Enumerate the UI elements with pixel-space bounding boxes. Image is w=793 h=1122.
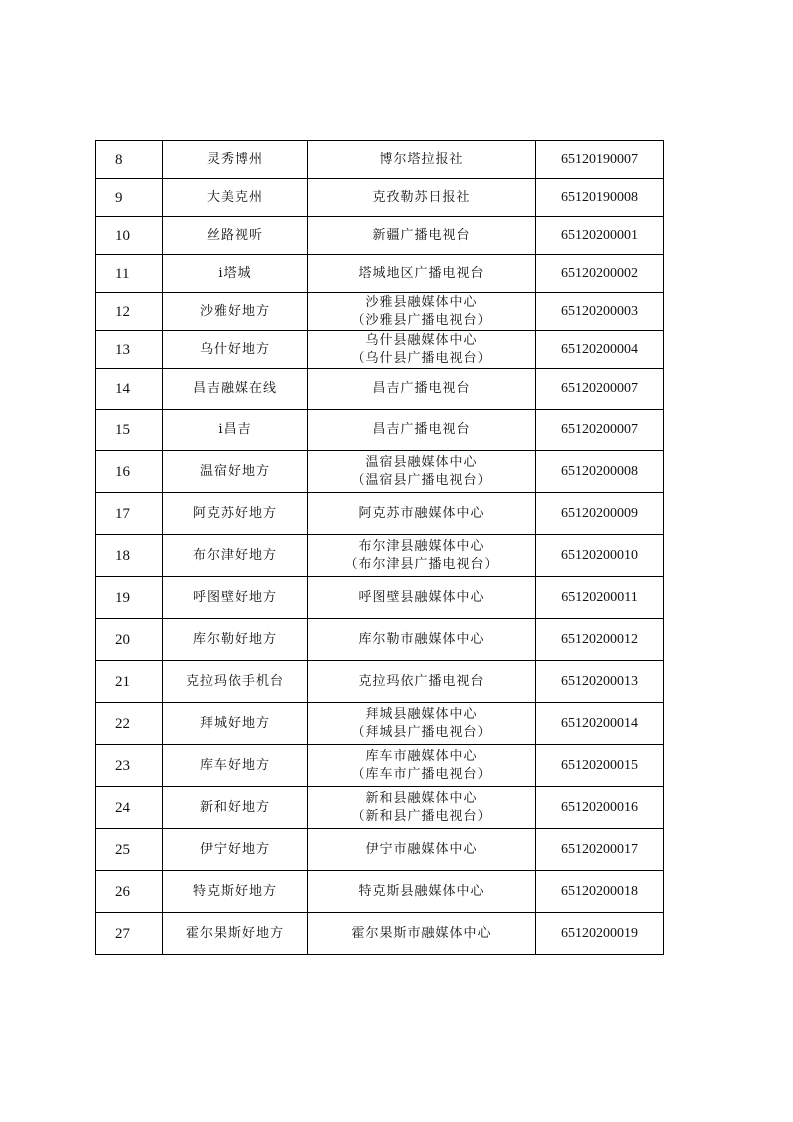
row-number: 20	[96, 619, 163, 661]
table-row	[96, 331, 664, 369]
table-row	[96, 451, 664, 493]
table-row	[96, 179, 664, 217]
row-number: 10	[96, 217, 163, 255]
registration-code: 65120200002	[536, 255, 664, 293]
organization	[308, 369, 536, 410]
organization-line: 伊宁市融媒体中心	[365, 841, 478, 857]
app-name: 昌吉融媒在线	[163, 369, 308, 410]
organization-line: （沙雅县广播电视台）	[351, 312, 492, 328]
organization	[308, 179, 536, 217]
table-row	[96, 217, 664, 255]
app-name: i塔城	[163, 255, 308, 293]
organization-line: 拜城县融媒体中心	[365, 706, 478, 722]
table-row	[96, 535, 664, 577]
row-number: 11	[96, 255, 163, 293]
row-number: 12	[96, 293, 163, 331]
organization-line: 霍尔果斯市融媒体中心	[351, 925, 492, 941]
registry-table-body	[96, 141, 664, 955]
row-number: 23	[96, 745, 163, 787]
table-row	[96, 703, 664, 745]
organization-line: 库尔勒市融媒体中心	[358, 631, 485, 647]
app-name: 丝路视听	[163, 217, 308, 255]
registration-code: 65120200013	[536, 661, 664, 703]
organization-line: 新疆广播电视台	[372, 227, 471, 243]
app-name: 乌什好地方	[163, 331, 308, 369]
organization-line: （库车市广播电视台）	[351, 766, 492, 782]
table-row	[96, 787, 664, 829]
organization-line: 库车市融媒体中心	[365, 748, 478, 764]
app-name: 霍尔果斯好地方	[163, 913, 308, 955]
organization	[308, 451, 536, 493]
organization	[308, 535, 536, 577]
table-row	[96, 493, 664, 535]
organization	[308, 913, 536, 955]
row-number: 22	[96, 703, 163, 745]
row-number: 14	[96, 369, 163, 410]
registration-code: 65120190008	[536, 179, 664, 217]
organization	[308, 293, 536, 331]
registration-code: 65120200003	[536, 293, 664, 331]
registration-code: 65120200012	[536, 619, 664, 661]
organization	[308, 410, 536, 451]
organization-line: 克拉玛依广播电视台	[358, 673, 485, 689]
organization	[308, 141, 536, 179]
registration-code: 65120200015	[536, 745, 664, 787]
row-number: 26	[96, 871, 163, 913]
organization-line: 昌吉广播电视台	[372, 381, 471, 396]
organization	[308, 787, 536, 829]
registration-code: 65120200018	[536, 871, 664, 913]
table-row	[96, 577, 664, 619]
row-number: 13	[96, 331, 163, 369]
table-row	[96, 661, 664, 703]
row-number: 19	[96, 577, 163, 619]
table-row	[96, 255, 664, 293]
app-name: 布尔津好地方	[163, 535, 308, 577]
organization-line: 温宿县融媒体中心	[365, 454, 478, 470]
app-name: 库尔勒好地方	[163, 619, 308, 661]
table-row	[96, 829, 664, 871]
app-name: 新和好地方	[163, 787, 308, 829]
table-row	[96, 745, 664, 787]
app-name: 大美克州	[163, 179, 308, 217]
organization	[308, 331, 536, 369]
row-number: 8	[96, 141, 163, 179]
organization-line: 特克斯县融媒体中心	[358, 883, 485, 899]
registration-code: 65120200007	[536, 369, 664, 410]
row-number: 25	[96, 829, 163, 871]
registration-code: 65120200009	[536, 493, 664, 535]
organization	[308, 493, 536, 535]
organization	[308, 661, 536, 703]
app-name: 拜城好地方	[163, 703, 308, 745]
table-row	[96, 410, 664, 451]
organization	[308, 217, 536, 255]
row-number: 16	[96, 451, 163, 493]
app-name: 库车好地方	[163, 745, 308, 787]
organization-line: 沙雅县融媒体中心	[365, 294, 478, 310]
organization-line: 克孜勒苏日报社	[372, 189, 471, 205]
organization-line: （乌什县广播电视台）	[351, 350, 492, 366]
row-number: 17	[96, 493, 163, 535]
organization-line: （布尔津县广播电视台）	[344, 556, 499, 572]
row-number: 15	[96, 410, 163, 451]
organization-line: 阿克苏市融媒体中心	[358, 505, 485, 521]
organization	[308, 829, 536, 871]
organization	[308, 745, 536, 787]
organization-line: （拜城县广播电视台）	[351, 724, 492, 740]
registration-code: 65120200011	[536, 577, 664, 619]
organization-line: 乌什县融媒体中心	[365, 332, 478, 348]
row-number: 21	[96, 661, 163, 703]
registration-code: 65120200007	[536, 410, 664, 451]
registration-code: 65120200001	[536, 217, 664, 255]
organization-line: （新和县广播电视台）	[351, 808, 492, 824]
row-number: 27	[96, 913, 163, 955]
app-name: 克拉玛依手机台	[163, 661, 308, 703]
registration-code: 65120200008	[536, 451, 664, 493]
registration-code: 65120200019	[536, 913, 664, 955]
organization	[308, 577, 536, 619]
organization	[308, 619, 536, 661]
registration-code: 65120200017	[536, 829, 664, 871]
row-number: 24	[96, 787, 163, 829]
registration-code: 65120200004	[536, 331, 664, 369]
row-number: 9	[96, 179, 163, 217]
app-name: 沙雅好地方	[163, 293, 308, 331]
table-row	[96, 141, 664, 179]
row-number: 18	[96, 535, 163, 577]
table-row	[96, 871, 664, 913]
registration-code: 65120200010	[536, 535, 664, 577]
organization-line: 塔城地区广播电视台	[358, 265, 485, 281]
app-name: 灵秀博州	[163, 141, 308, 179]
app-name: 温宿好地方	[163, 451, 308, 493]
app-name: 呼图壁好地方	[163, 577, 308, 619]
organization	[308, 703, 536, 745]
organization	[308, 255, 536, 293]
registration-code: 65120200014	[536, 703, 664, 745]
registration-code: 65120200016	[536, 787, 664, 829]
table-row	[96, 913, 664, 955]
app-name: 特克斯好地方	[163, 871, 308, 913]
app-name: 伊宁好地方	[163, 829, 308, 871]
registration-code: 65120190007	[536, 141, 664, 179]
organization-line: 新和县融媒体中心	[365, 790, 478, 806]
table-row	[96, 369, 664, 410]
organization-line: （温宿县广播电视台）	[351, 472, 492, 488]
organization-line: 博尔塔拉报社	[379, 151, 464, 167]
organization-line: 布尔津县融媒体中心	[358, 538, 485, 554]
organization-line: 呼图壁县融媒体中心	[358, 589, 485, 605]
table-row	[96, 293, 664, 331]
app-name: i昌吉	[163, 410, 308, 451]
app-name: 阿克苏好地方	[163, 493, 308, 535]
organization-line: 昌吉广播电视台	[372, 422, 471, 437]
table-row	[96, 619, 664, 661]
registry-table	[95, 140, 664, 955]
organization	[308, 871, 536, 913]
